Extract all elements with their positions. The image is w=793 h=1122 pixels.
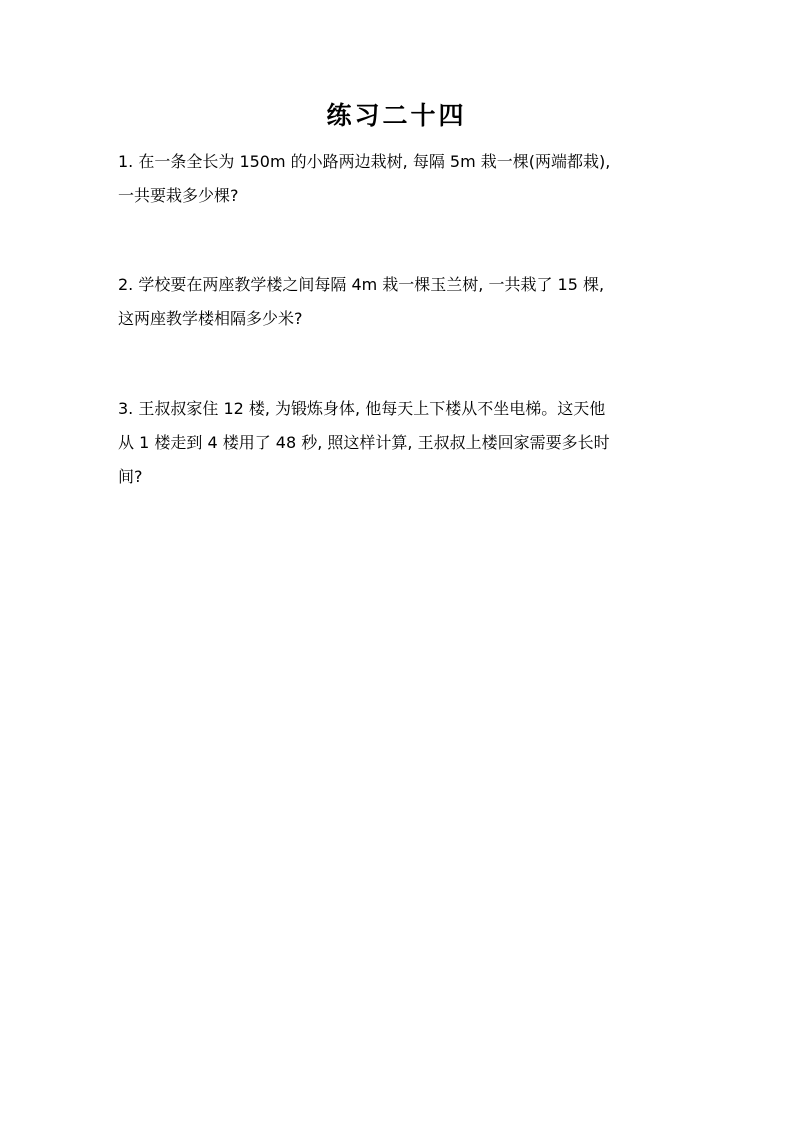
problem-3-line-2: 从 1 楼走到 4 楼用了 48 秒, 照这样计算, 王叔叔上楼回家需要多长时 [118, 433, 610, 452]
problem-2 [118, 268, 688, 336]
problem-3-line-3: 间? [118, 467, 143, 486]
problem-1-line-1: 1. 在一条全长为 150m 的小路两边栽树, 每隔 5m 栽一棵(两端都栽), [118, 152, 611, 171]
problem-2-line-1: 2. 学校要在两座教学楼之间每隔 4m 栽一棵玉兰树, 一共栽了 15 棵, [118, 275, 605, 294]
problem-2-line-2: 这两座教学楼相隔多少米? [118, 309, 303, 328]
problem-1-line-2: 一共要栽多少棵? [118, 186, 239, 205]
page-title: 练习二十四 [326, 101, 467, 130]
problem-3 [118, 392, 688, 494]
problem-1 [118, 145, 688, 213]
problem-3-line-1: 3. 王叔叔家住 12 楼, 为锻炼身体, 他每天上下楼从不坐电梯。这天他 [118, 399, 606, 418]
